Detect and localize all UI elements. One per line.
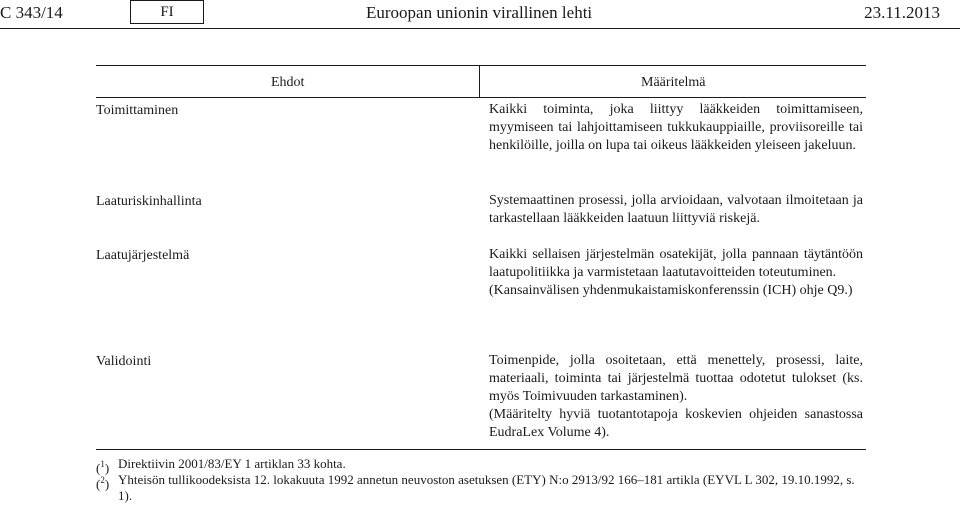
term-validation: Validointi [96, 354, 152, 369]
table-top-border [96, 65, 866, 66]
definition-supply [489, 101, 863, 155]
term-supply: Toimittaminen [96, 103, 179, 118]
page-header [0, 0, 960, 30]
footnotes [96, 456, 866, 504]
term-quality-system: Laatujärjestelmä [96, 248, 190, 263]
definition-quality-risk-management [489, 192, 863, 228]
definition-source: (Kansainvälisen yhdenmukaistamiskonferenssin (ICH) ohje Q9.) [489, 283, 853, 298]
definition-text: Kaikki toiminta, joka liittyy lääkkeiden toimittamiseen, myymiseen tai lahjoittamiseen tukkukauppiaille, proviisoreille tai henkilöille, joilla on lupa tai oikeus lääkkeiden yleiseen jakeluun. [489, 102, 863, 153]
column-header-definition: Määritelmä [641, 75, 706, 90]
table-header-border [96, 97, 866, 98]
publication-date: 23.11.2013 [864, 3, 940, 22]
footnote-text: Direktiivin 2001/83/EY 1 artiklan 33 kohta. [118, 456, 346, 471]
definition-text: Toimenpide, jolla osoitetaan, että menettely, prosessi, laite, materiaali, toiminta tai järjestelmä tuottaa odotetut tulokset (ks. myös Toimivuuden tarkastaminen). [489, 353, 863, 404]
footnote-text: Yhteisön tullikoodeksista 12. lokakuuta 1992 annetun neuvoston asetuksen (ETY) N:o 2913/92 166–181 artikla (EYVL L 302, 19.10.1992, s. 1). [118, 472, 855, 503]
language-badge: FI [130, 0, 204, 24]
definition-text: Systemaattinen prosessi, jolla arvioidaan, valvotaan ilmoitetaan ja tarkastellaan lääkkeiden laatuun liittyviä riskejä. [489, 193, 863, 226]
column-header-terms: Ehdot [271, 75, 305, 90]
definition-quality-system [489, 246, 863, 300]
footnote-marker: ($^2$) [96, 475, 110, 492]
term-quality-risk-management: Laaturiskinhallinta [96, 194, 202, 209]
table-bottom-border [96, 449, 866, 450]
page-number: C 343/14 [0, 3, 63, 22]
header-rule [0, 28, 960, 29]
footnote-2 [96, 472, 866, 504]
table-column-divider [479, 65, 480, 98]
definition-source: (Määritelty hyviä tuotantotapoja koskevien ohjeiden sanastossa EudraLex Volume 4). [489, 407, 863, 440]
footnote-marker: ($^1$) [96, 459, 110, 476]
journal-title: Euroopan unionin virallinen lehti [366, 3, 593, 22]
footnote-1 [96, 456, 866, 476]
definition-text: Kaikki sellaisen järjestelmän osatekijät, jolla pannaan täytäntöön laatupolitiikka ja varmistetaan laatutavoitteiden toteutuminen. [489, 247, 863, 280]
definition-validation [489, 352, 863, 442]
